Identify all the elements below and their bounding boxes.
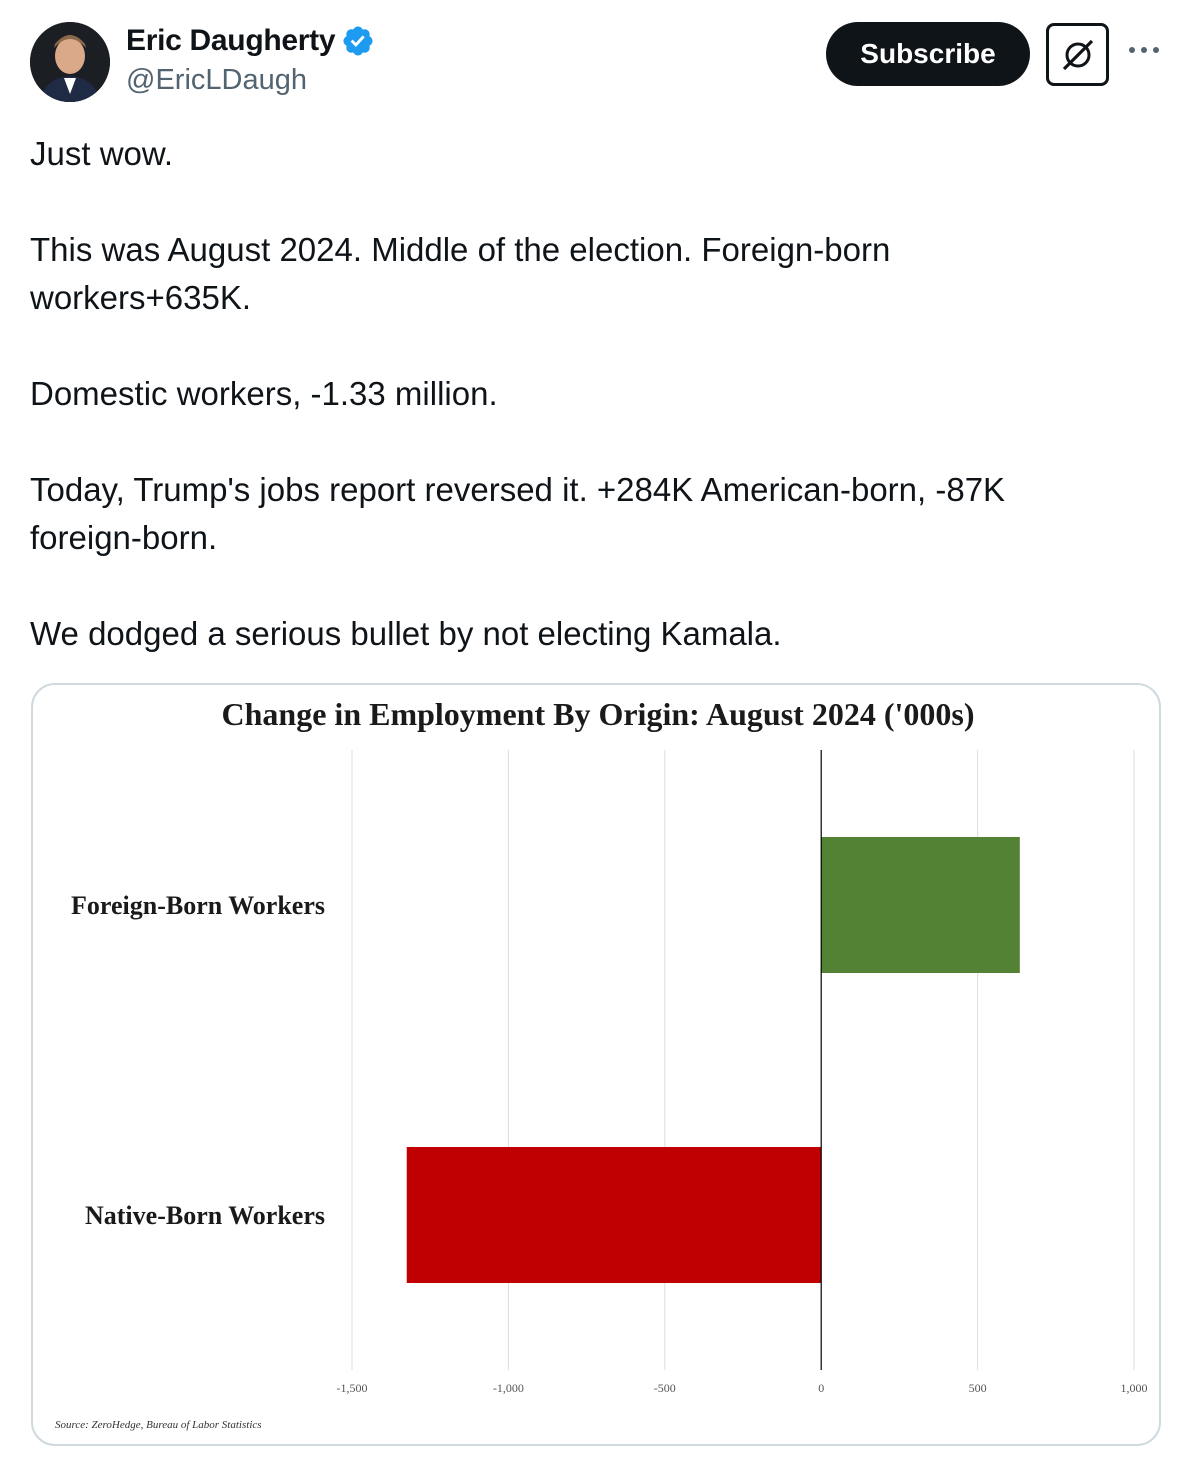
x-tick-label: -1,500	[336, 1381, 368, 1395]
chart-image-card[interactable]	[31, 683, 1161, 1446]
tweet-paragraph: This was August 2024. Middle of the election. Foreign-born workers+635K.	[30, 231, 891, 316]
chart-title: Change in Employment By Origin: August 2024 ('000s)	[221, 696, 975, 732]
tweet-paragraph: Today, Trump's jobs report reversed it. +284K American-born, -87K foreign-born.	[30, 471, 1006, 556]
tweet-paragraph: Domestic workers, -1.33 million.	[30, 375, 498, 412]
employment-bar-chart	[33, 685, 1161, 1446]
category-label: Foreign-Born Workers	[71, 891, 325, 920]
tweet-paragraph: Just wow.	[30, 135, 174, 172]
x-tick-label: -500	[653, 1381, 676, 1395]
grok-icon	[1060, 37, 1096, 73]
author-name[interactable]: Eric Daugherty	[126, 24, 336, 57]
x-tick-label: -1,000	[492, 1381, 524, 1395]
subscribe-button[interactable]: Subscribe	[826, 22, 1030, 86]
x-tick-label: 1,000	[1120, 1381, 1148, 1395]
author-name-row	[126, 24, 375, 58]
chart-source: Source: ZeroHedge, Bureau of Labor Statistics	[55, 1419, 262, 1431]
x-tick-label: 0	[818, 1381, 825, 1395]
grok-button[interactable]	[1046, 23, 1109, 86]
author-avatar[interactable]	[30, 22, 110, 102]
author-handle[interactable]: @EricLDaugh	[126, 64, 307, 96]
x-tick-label: 500	[968, 1381, 987, 1395]
more-options-button[interactable]	[1124, 30, 1164, 70]
avatar-image	[30, 22, 110, 102]
verified-badge-icon	[341, 24, 375, 58]
tweet-text	[30, 130, 1150, 658]
more-icon	[1127, 45, 1161, 55]
bar-native-born	[407, 1147, 821, 1283]
tweet-paragraph: We dodged a serious bullet by not electing Kamala.	[30, 615, 782, 652]
category-label: Native-Born Workers	[85, 1201, 325, 1230]
bar-foreign-born	[821, 837, 1020, 973]
